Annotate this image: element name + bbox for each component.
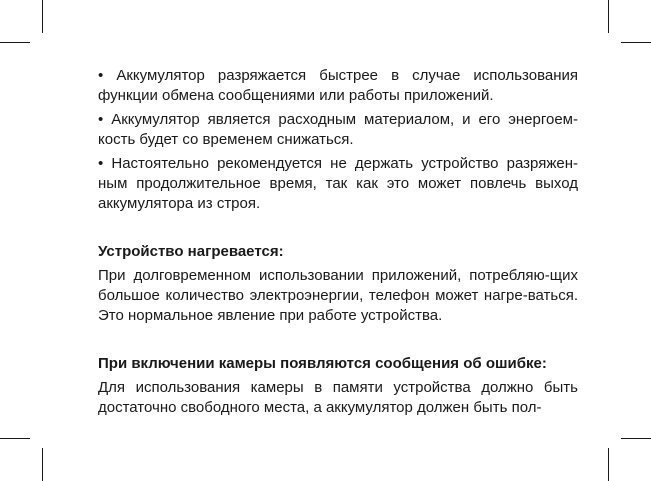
bullet-paragraph: • Аккумулятор разряжается быстрее в случае использования функции обмена сообщениями или работы приложений.	[98, 67, 578, 104]
section-text-heat: При долговременном использовании приложений, потребляю-щих большое количество электроэнергии, телефон может нагре-ваться. Это нормальное явление при работе устройства.	[98, 267, 578, 324]
crop-mark-bottom-left-vertical	[42, 448, 43, 481]
crop-mark-top-right-horizontal	[621, 42, 651, 43]
crop-mark-bottom-right-horizontal	[621, 438, 651, 439]
bullet-paragraph: • Аккумулятор является расходным материалом, и его энергоем-кость будет со временем снижаться.	[98, 111, 578, 148]
crop-mark-top-right-vertical	[608, 0, 609, 33]
page-content	[98, 66, 578, 418]
section-spacer	[98, 326, 578, 354]
section-text-camera: Для использования камеры в памяти устройства должно быть достаточно свободного места, а аккумулятор должен быть пол-	[98, 379, 578, 416]
crop-mark-bottom-left-horizontal	[0, 438, 30, 439]
section-spacer	[98, 214, 578, 242]
section-heading-camera: При включении камеры появляются сообщения об ошибке:	[98, 355, 547, 372]
crop-mark-bottom-right-vertical	[608, 448, 609, 481]
crop-mark-top-left-horizontal	[0, 42, 30, 43]
section-heading-heat: Устройство нагревается:	[98, 243, 284, 260]
crop-mark-top-left-vertical	[42, 0, 43, 33]
bullet-paragraph: • Настоятельно рекомендуется не держать устройство разряжен-ным продолжительное время, так как это может повлечь выход аккумулятора из строя.	[98, 155, 578, 212]
